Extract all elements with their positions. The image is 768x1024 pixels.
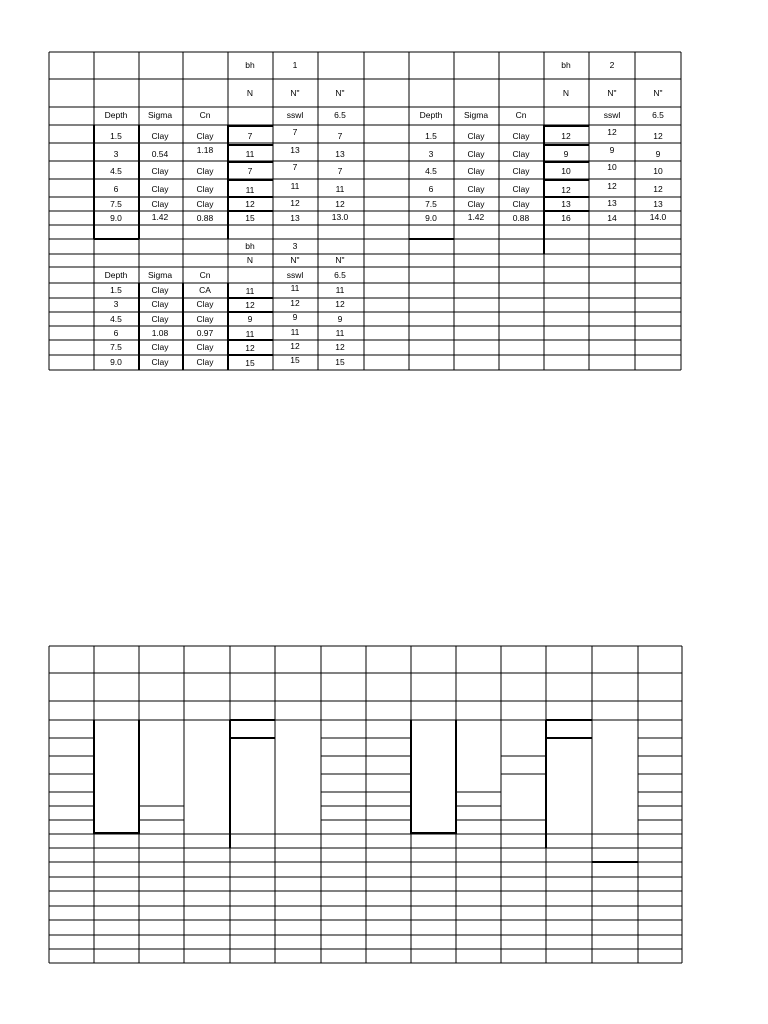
bh1-bh-label: bh	[245, 60, 255, 70]
bh2-row1-n3: 12	[653, 131, 663, 141]
bh3-bh-label: bh	[245, 241, 255, 251]
bh3-block	[105, 241, 347, 368]
bh2-row6-cn: 0.88	[512, 213, 530, 223]
bh3-sswl-value: 6.5	[334, 270, 346, 280]
bh2-row2-n2: 9	[609, 145, 615, 155]
bh2-row3-cn: Clay	[512, 166, 530, 176]
bh1-row1-cn: Clay	[196, 131, 214, 141]
bh1-row4-cn: Clay	[196, 184, 214, 194]
bh1-row2-n: 11	[245, 149, 255, 159]
bh1-row2-cn: 1.18	[196, 145, 214, 155]
bh2-row5-n: 13	[561, 199, 571, 209]
bh1-cn-header: Cn	[199, 110, 211, 120]
bh3-row6-cn: Clay	[196, 357, 214, 367]
bh1-row3-cn: Clay	[196, 166, 214, 176]
bh3-row4-n3: 11	[335, 328, 345, 338]
bh2-row2-cn: Clay	[512, 149, 530, 159]
bh3-depth-header: Depth	[104, 270, 128, 280]
bh3-row5-n: 12	[245, 343, 255, 353]
bh3-row3-depth: 4.5	[110, 314, 122, 324]
bh2-row2-sigma: Clay	[467, 149, 485, 159]
bh3-row2-depth: 3	[113, 299, 119, 309]
bh1-row2-depth: 3	[113, 149, 119, 159]
bh1-sswl-header: sswl	[286, 110, 304, 120]
bh3-row1-n3: 11	[335, 285, 345, 295]
bh2-row4-n2: 12	[607, 181, 617, 191]
bh3-n-header: N	[246, 255, 254, 265]
bh1-row1-n2: 7	[292, 127, 298, 137]
bh3-row4-sigma: 1.08	[151, 328, 169, 338]
bh2-row4-n: 12	[561, 185, 571, 195]
bh2-row1-n2: 12	[607, 127, 617, 137]
bh3-row2-n3: 12	[335, 299, 345, 309]
bh1-n-double-prime-header-2: N"	[335, 88, 345, 98]
bh1-row4-depth: 6	[113, 184, 119, 194]
bh3-row5-n2: 12	[290, 341, 300, 351]
bh3-row3-n: 9	[247, 314, 253, 324]
bh2-row5-n3: 13	[653, 199, 663, 209]
bh1-row3-depth: 4.5	[110, 166, 122, 176]
bh1-row1-n: 7	[247, 131, 253, 141]
bh3-row6-sigma: Clay	[151, 357, 169, 367]
bh1-row6-n2: 13	[290, 213, 300, 223]
bh2-row5-depth: 7.5	[425, 199, 437, 209]
bh2-row3-n3: 10	[653, 166, 663, 176]
bh2-n-double-prime-header-2: N"	[653, 88, 663, 98]
bh2-row6-depth: 9.0	[425, 213, 437, 223]
bh2-row1-depth: 1.5	[425, 131, 437, 141]
bh2-row3-n: 10	[561, 166, 571, 176]
bh2-row2-n: 9	[563, 149, 569, 159]
bh3-row1-n2: 11	[290, 283, 300, 293]
bh3-row4-n2: 11	[290, 327, 300, 337]
bh3-row2-cn: Clay	[196, 299, 214, 309]
bh2-sigma-header: Sigma	[463, 110, 489, 120]
bh2-row2-n3: 9	[655, 149, 661, 159]
bh1-row5-n2: 12	[290, 198, 300, 208]
bh2-depth-header: Depth	[419, 110, 443, 120]
bh1-block	[105, 60, 349, 223]
bh3-row5-n3: 12	[335, 342, 345, 352]
bh3-n-double-prime-header: N"	[290, 255, 300, 265]
bh2-n-header: N	[562, 88, 570, 98]
bh2-n-double-prime-header: N"	[607, 88, 617, 98]
bh1-row2-sigma: 0.54	[151, 149, 169, 159]
bh1-row3-n3: 7	[337, 166, 343, 176]
bh3-bh-number: 3	[292, 241, 298, 251]
bh2-row4-n3: 12	[653, 184, 663, 194]
bh3-row1-sigma: Clay	[151, 285, 169, 295]
bh1-depth-header: Depth	[104, 110, 128, 120]
bh3-n-double-prime-header-2: N"	[335, 255, 345, 265]
bh2-row4-sigma: Clay	[467, 184, 485, 194]
bh1-row2-n2: 13	[290, 145, 300, 155]
bh2-row1-sigma: Clay	[467, 131, 485, 141]
bh3-row1-n: 11	[245, 286, 255, 296]
bh2-row2-depth: 3	[428, 149, 434, 159]
bh2-row5-cn: Clay	[512, 199, 530, 209]
bh3-row3-n2: 9	[292, 312, 298, 322]
bh1-row5-n3: 12	[335, 199, 345, 209]
bh3-sigma-header: Sigma	[147, 270, 173, 280]
bh2-row6-n3: 14.0	[649, 212, 667, 222]
bh3-row3-cn: Clay	[196, 314, 214, 324]
bh1-n-header: N	[246, 88, 254, 98]
bh3-row5-cn: Clay	[196, 342, 214, 352]
bh3-row3-sigma: Clay	[151, 314, 169, 324]
bh2-row3-depth: 4.5	[425, 166, 437, 176]
bh3-row6-n3: 15	[335, 357, 345, 367]
bh2-row4-cn: Clay	[512, 184, 530, 194]
bh2-row5-sigma: Clay	[467, 199, 485, 209]
bh2-row6-n2: 14	[607, 213, 617, 223]
bh1-row1-sigma: Clay	[151, 131, 169, 141]
bh1-row4-n2: 11	[290, 181, 300, 191]
bh1-row2-n3: 13	[335, 149, 345, 159]
bh3-row4-cn: 0.97	[196, 328, 214, 338]
bh2-bh-number: 2	[609, 60, 615, 70]
bh2-sswl-value: 6.5	[652, 110, 664, 120]
bh2-row1-n: 12	[561, 131, 571, 141]
bh3-row4-n: 11	[245, 329, 255, 339]
bh3-row1-depth: 1.5	[110, 285, 122, 295]
bh1-n-double-prime-header: N"	[290, 88, 300, 98]
bh1-row6-n: 15	[245, 213, 255, 223]
bh3-row4-depth: 6	[113, 328, 119, 338]
bh3-row3-n3: 9	[337, 314, 343, 324]
bh2-bh-label: bh	[561, 60, 571, 70]
bh2-sswl-header: sswl	[603, 110, 621, 120]
bh2-cn-header: Cn	[515, 110, 527, 120]
bh3-row2-n: 12	[245, 300, 255, 310]
bh1-row4-sigma: Clay	[151, 184, 169, 194]
bh2-row3-sigma: Clay	[467, 166, 485, 176]
bh1-bh-number: 1	[292, 60, 298, 70]
bh1-row1-depth: 1.5	[110, 131, 122, 141]
bh3-row6-n: 15	[245, 358, 255, 368]
bh3-sswl-header: sswl	[286, 270, 304, 280]
bh2-row6-sigma: 1.42	[467, 212, 485, 222]
bh1-row3-n: 7	[247, 166, 253, 176]
bh1-row6-n3: 13.0	[331, 212, 349, 222]
bh1-row5-cn: Clay	[196, 199, 214, 209]
bh3-cn-header: Cn	[199, 270, 211, 280]
bh1-row5-sigma: Clay	[151, 199, 169, 209]
bh1-row4-n3: 11	[335, 184, 345, 194]
bh3-row2-n2: 12	[290, 298, 300, 308]
bh2-row1-cn: Clay	[512, 131, 530, 141]
bh3-row2-sigma: Clay	[151, 299, 169, 309]
bh1-row5-n: 12	[245, 199, 255, 209]
bh2-row4-depth: 6	[428, 184, 434, 194]
bh1-sswl-value: 6.5	[334, 110, 346, 120]
bh1-sigma-header: Sigma	[147, 110, 173, 120]
bh3-row1-cn: CA	[199, 285, 211, 295]
bh3-row6-n2: 15	[290, 355, 300, 365]
bh1-row5-depth: 7.5	[110, 199, 122, 209]
bh1-row4-n: 11	[245, 185, 255, 195]
bh3-row6-depth: 9.0	[110, 357, 122, 367]
bh2-row6-n: 16	[561, 213, 571, 223]
bh1-row6-depth: 9.0	[110, 213, 122, 223]
bh1-row6-cn: 0.88	[196, 213, 214, 223]
bh3-row5-depth: 7.5	[110, 342, 122, 352]
bh1-row1-n3: 7	[337, 131, 343, 141]
bh2-row5-n2: 13	[607, 198, 617, 208]
bottom-table-grid	[49, 646, 682, 963]
bh1-row6-sigma: 1.42	[151, 212, 169, 222]
bh1-row3-sigma: Clay	[151, 166, 169, 176]
bh2-row3-n2: 10	[607, 162, 617, 172]
bh3-row5-sigma: Clay	[151, 342, 169, 352]
bh1-row3-n2: 7	[292, 162, 298, 172]
